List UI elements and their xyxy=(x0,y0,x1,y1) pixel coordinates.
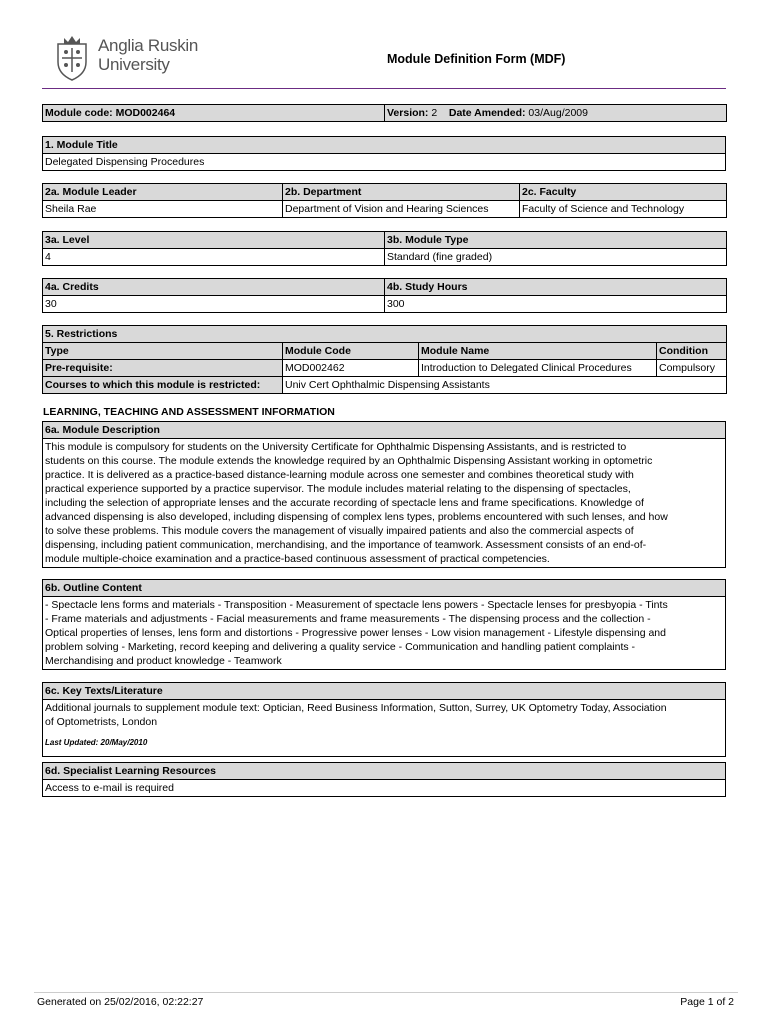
university-logo xyxy=(50,34,210,84)
form-title: Module Definition Form (MDF) xyxy=(387,52,566,66)
module-type-label: 3b. Module Type xyxy=(385,232,727,249)
outline-content-label: 6b. Outline Content xyxy=(43,580,726,597)
desc-line: dispensing, including patient communication, merchandising, and the importance of teamwork. Assessment consists of an end-of- xyxy=(45,539,647,551)
study-hours-value: 300 xyxy=(385,296,727,313)
prerequisite-condition: Compulsory xyxy=(657,360,727,377)
outline-line: Optical properties of lenses, lens form and distortions - Progressive power lenses - Low vision management - Lifestyle dispensing and xyxy=(45,627,666,639)
col-module-code: Module Code xyxy=(283,343,419,360)
crest-icon xyxy=(50,34,94,82)
module-description-label: 6a. Module Description xyxy=(43,422,726,439)
module-description-table xyxy=(42,421,726,568)
logo-line2: University xyxy=(98,55,170,74)
learning-resources-value: Access to e-mail is required xyxy=(43,780,726,797)
key-texts-line: Additional journals to supplement module text: Optician, Reed Business Information, Sutton, Surrey, UK Optometry Today, Association xyxy=(45,702,667,714)
module-code-table xyxy=(42,104,727,122)
date-amended-label: Date Amended: xyxy=(448,107,526,119)
page-number: Page 1 of 2 xyxy=(680,996,734,1008)
restrictions-label: 5. Restrictions xyxy=(43,326,727,343)
desc-line: This module is compulsory for students on the University Certificate for Ophthalmic Dispensing Assistants, and is restricted to xyxy=(45,441,627,453)
desc-line: advanced dispensing is also developed, including dispensing of complex lens types, problems encountered with such lenses, and how xyxy=(45,511,668,523)
desc-line: students on this course. The module extends the knowledge required by an Ophthalmic Dispensing Assistant working in optometric xyxy=(45,455,653,467)
outline-line: - Frame materials and adjustments - Facial measurements and frame measurements - The dispensing process and the collection - xyxy=(45,613,651,625)
outline-line: - Spectacle lens forms and materials - Transposition - Measurement of spectacle lens powers - Spectacle lenses for presbyopia - Tints xyxy=(45,599,668,611)
version-value: 2 xyxy=(431,107,438,119)
department-label: 2b. Department xyxy=(283,184,520,201)
last-updated: Last Updated: 20/May/2010 xyxy=(45,738,148,747)
module-type-value: Standard (fine graded) xyxy=(385,249,727,266)
key-texts-table xyxy=(42,682,726,757)
col-type: Type xyxy=(43,343,283,360)
level-table xyxy=(42,231,727,266)
col-module-name: Module Name xyxy=(419,343,657,360)
module-title-table xyxy=(42,136,726,171)
module-title-label: 1. Module Title xyxy=(43,137,726,154)
prerequisite-code: MOD002462 xyxy=(283,360,419,377)
header-divider xyxy=(42,88,726,89)
credits-value: 30 xyxy=(43,296,385,313)
outline-content-table xyxy=(42,579,726,670)
module-leader-label: 2a. Module Leader xyxy=(43,184,283,201)
table-row xyxy=(43,377,727,394)
department-value: Department of Vision and Hearing Sciences xyxy=(283,201,520,218)
key-texts-line: of Optometrists, London xyxy=(45,716,158,728)
module-description-text xyxy=(43,439,726,568)
version-label: Version: xyxy=(387,107,429,119)
module-title-value: Delegated Dispensing Procedures xyxy=(43,154,726,171)
lta-heading: LEARNING, TEACHING AND ASSESSMENT INFORMATION xyxy=(43,406,335,418)
learning-resources-table xyxy=(42,762,726,797)
generated-timestamp: Generated on 25/02/2016, 02:22:27 xyxy=(37,996,204,1008)
module-leader-value: Sheila Rae xyxy=(43,201,283,218)
outline-content-text xyxy=(43,597,726,670)
restrictions-table xyxy=(42,325,727,394)
key-texts-label: 6c. Key Texts/Literature xyxy=(43,683,726,700)
logo-wordmark xyxy=(98,36,198,74)
restricted-courses-value: Univ Cert Ophthalmic Dispensing Assistants xyxy=(283,377,727,394)
study-hours-label: 4b. Study Hours xyxy=(385,279,727,296)
level-label: 3a. Level xyxy=(43,232,385,249)
footer-divider xyxy=(34,992,738,993)
faculty-value: Faculty of Science and Technology xyxy=(520,201,727,218)
desc-line: module multiple-choice examination and a practice-based continuous assessment of practical competencies. xyxy=(45,553,550,565)
outline-line: Merchandising and product knowledge - Teamwork xyxy=(45,655,282,667)
prerequisite-label: Pre-requisite: xyxy=(43,360,283,377)
table-row xyxy=(43,360,727,377)
col-condition: Condition xyxy=(657,343,727,360)
desc-line: to solve these problems. This module covers the management of visually impaired patients and also the commercial aspects of xyxy=(45,525,634,537)
logo-line1: Anglia Ruskin xyxy=(98,36,199,55)
credits-label: 4a. Credits xyxy=(43,279,385,296)
restricted-courses-label: Courses to which this module is restricted: xyxy=(43,377,283,394)
desc-line: practical experience supported by a practice supervisor. The module includes material relating to the dispensing of spectacles, xyxy=(45,483,631,495)
learning-resources-label: 6d. Specialist Learning Resources xyxy=(43,763,726,780)
credits-table xyxy=(42,278,727,313)
version-date-cell xyxy=(385,105,727,122)
module-code: Module code: MOD002464 xyxy=(43,105,385,122)
leader-table xyxy=(42,183,727,218)
level-value: 4 xyxy=(43,249,385,266)
desc-line: including the selection of appropriate lenses and the accurate recording of spectacle lens and frame specifications. Knowledge of xyxy=(45,497,644,509)
faculty-label: 2c. Faculty xyxy=(520,184,727,201)
prerequisite-name: Introduction to Delegated Clinical Procedures xyxy=(419,360,657,377)
key-texts-text xyxy=(43,700,726,757)
desc-line: practice. It is delivered as a practice-based distance-learning module across one semester and combines theoretical study with xyxy=(45,469,634,481)
date-amended-value: 03/Aug/2009 xyxy=(528,107,588,119)
outline-line: problem solving - Marketing, record keeping and delivering a quality service - Communication and handling patient complaints - xyxy=(45,641,636,653)
